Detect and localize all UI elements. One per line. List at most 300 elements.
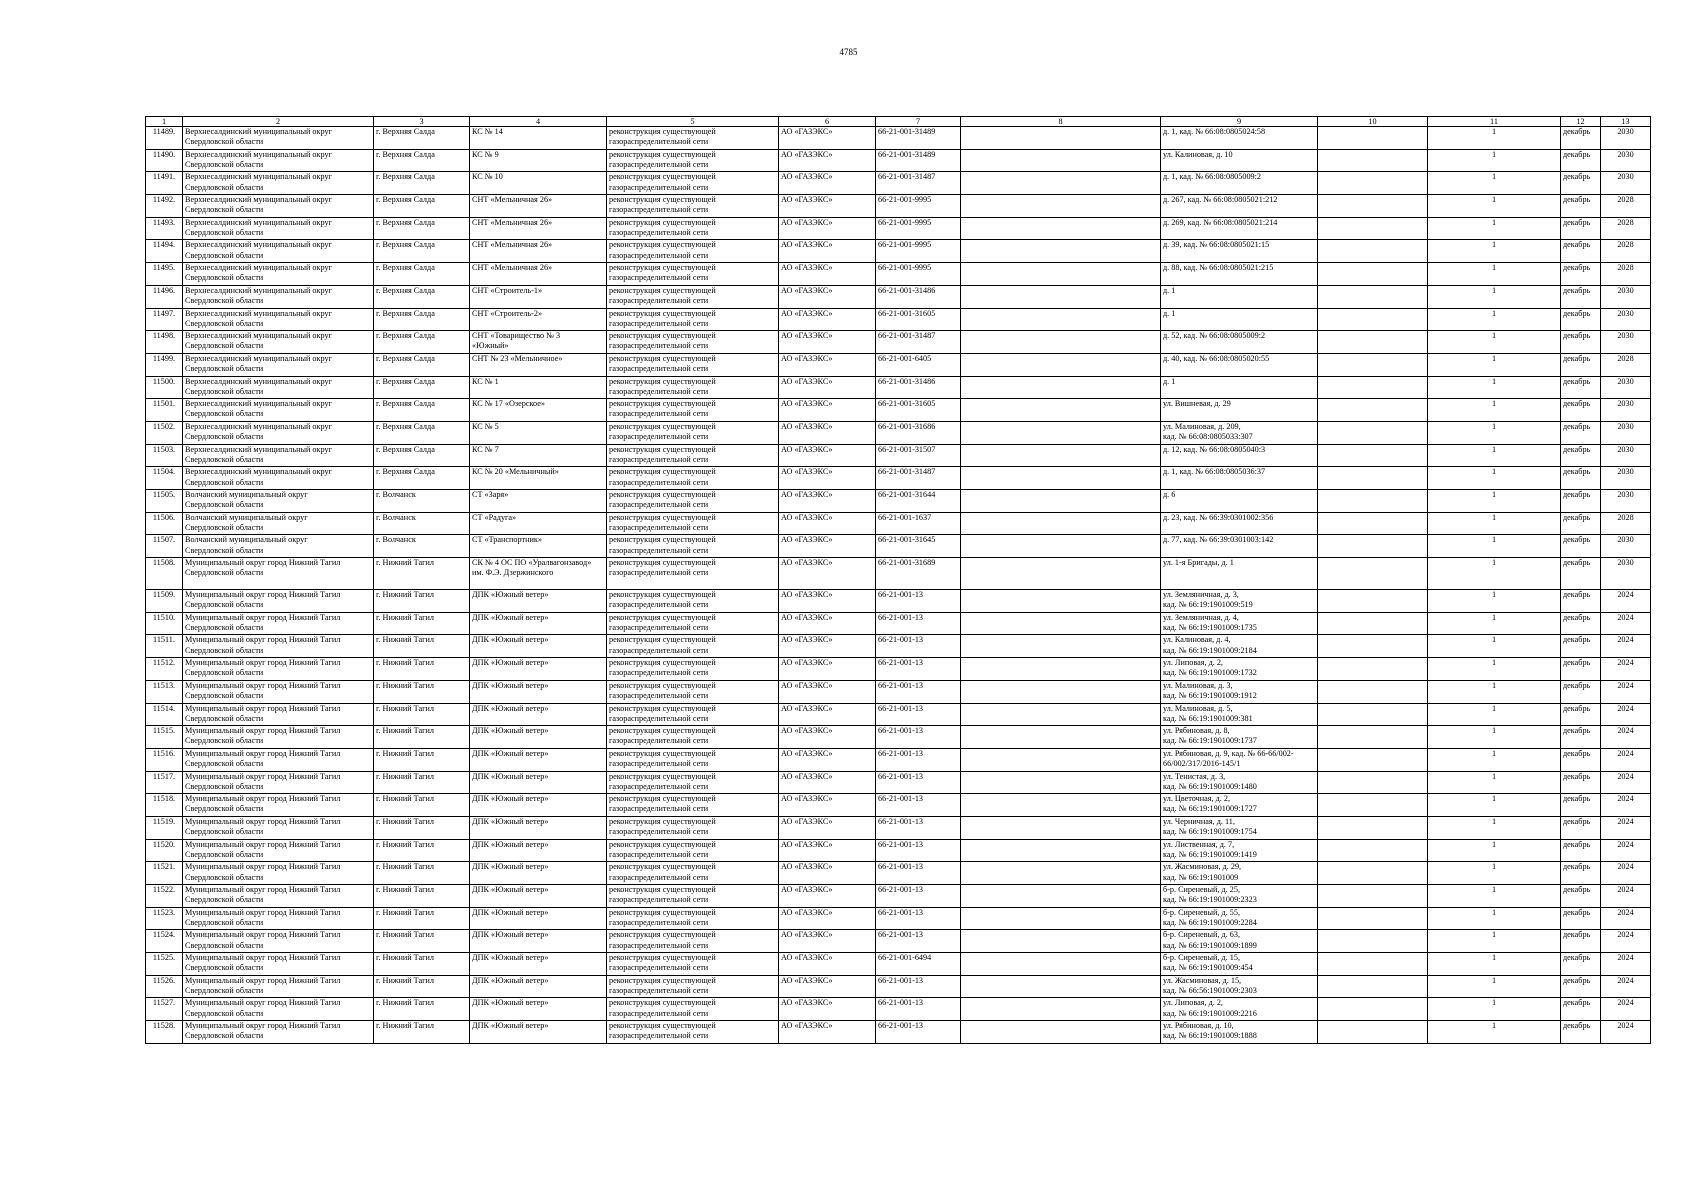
year-cell: 2028 <box>1601 353 1651 376</box>
registry-table <box>145 116 1651 1044</box>
year-cell: 2030 <box>1601 399 1651 422</box>
organization-cell: АО «ГАЗЭКС» <box>779 930 876 953</box>
column-header: 6 <box>779 117 876 127</box>
column-header: 11 <box>1428 117 1561 127</box>
address-cell: ул. Тенистая, д. 3, кад. № 66:19:1901009:1480 <box>1161 771 1318 794</box>
city-cell: г. Верхняя Салда <box>374 195 470 218</box>
year-cell: 2030 <box>1601 490 1651 513</box>
quantity-cell: 1 <box>1428 331 1561 354</box>
column-8-cell <box>961 149 1161 172</box>
address-cell: ул. Цветочная, д. 2, кад. № 66:19:1901009:1727 <box>1161 794 1318 817</box>
year-cell: 2024 <box>1601 1021 1651 1044</box>
city-cell: г. Верхняя Салда <box>374 217 470 240</box>
object-cell: СТ «Транспортник» <box>470 535 607 558</box>
organization-cell: АО «ГАЗЭКС» <box>779 353 876 376</box>
object-cell: ДПК «Южный ветер» <box>470 930 607 953</box>
code-cell: 66-21-001-13 <box>876 748 961 771</box>
year-cell: 2024 <box>1601 885 1651 908</box>
work-type-cell: реконструкция существующей газораспределительной сети <box>607 907 779 930</box>
column-8-cell <box>961 590 1161 613</box>
code-cell: 66-21-001-13 <box>876 816 961 839</box>
column-10-cell <box>1318 816 1428 839</box>
work-type-cell: реконструкция существующей газораспределительной сети <box>607 240 779 263</box>
quantity-cell: 1 <box>1428 998 1561 1021</box>
column-header: 10 <box>1318 117 1428 127</box>
year-cell: 2028 <box>1601 512 1651 535</box>
year-cell: 2030 <box>1601 331 1651 354</box>
quantity-cell: 1 <box>1428 376 1561 399</box>
year-cell: 2024 <box>1601 658 1651 681</box>
code-cell: 66-21-001-31489 <box>876 127 961 150</box>
organization-cell: АО «ГАЗЭКС» <box>779 195 876 218</box>
code-cell: 66-21-001-31689 <box>876 558 961 590</box>
district-cell: Муниципальный округ город Нижний Тагил Свердловской области <box>183 680 374 703</box>
city-cell: г. Верхняя Салда <box>374 399 470 422</box>
month-cell: декабрь <box>1561 885 1601 908</box>
month-cell: декабрь <box>1561 635 1601 658</box>
object-cell: СНТ «Строитель-1» <box>470 285 607 308</box>
city-cell: г. Нижний Тагил <box>374 794 470 817</box>
row-number-cell: 11513. <box>146 680 183 703</box>
year-cell: 2028 <box>1601 195 1651 218</box>
column-10-cell <box>1318 376 1428 399</box>
year-cell: 2030 <box>1601 149 1651 172</box>
organization-cell: АО «ГАЗЭКС» <box>779 975 876 998</box>
table-row <box>146 535 1651 558</box>
address-cell: д. 1 <box>1161 285 1318 308</box>
row-number-cell: 11509. <box>146 590 183 613</box>
object-cell: ДПК «Южный ветер» <box>470 612 607 635</box>
column-10-cell <box>1318 748 1428 771</box>
row-number-cell: 11516. <box>146 748 183 771</box>
work-type-cell: реконструкция существующей газораспределительной сети <box>607 590 779 613</box>
column-8-cell <box>961 195 1161 218</box>
column-10-cell <box>1318 490 1428 513</box>
work-type-cell: реконструкция существующей газораспределительной сети <box>607 816 779 839</box>
district-cell: Верхнесалдинский муниципальный округ Свердловской области <box>183 195 374 218</box>
quantity-cell: 1 <box>1428 490 1561 513</box>
month-cell: декабрь <box>1561 467 1601 490</box>
address-cell: д. 267, кад. № 66:08:0805021:212 <box>1161 195 1318 218</box>
object-cell: СНТ «Мельничная 26» <box>470 240 607 263</box>
column-10-cell <box>1318 953 1428 976</box>
quantity-cell: 1 <box>1428 308 1561 331</box>
column-10-cell <box>1318 975 1428 998</box>
month-cell: декабрь <box>1561 658 1601 681</box>
row-number-cell: 11512. <box>146 658 183 681</box>
year-cell: 2024 <box>1601 839 1651 862</box>
district-cell: Верхнесалдинский муниципальный округ Свердловской области <box>183 399 374 422</box>
year-cell: 2024 <box>1601 703 1651 726</box>
table-row <box>146 975 1651 998</box>
organization-cell: АО «ГАЗЭКС» <box>779 331 876 354</box>
address-cell: ул. Рябиновая, д. 10, кад. № 66:19:1901009:1888 <box>1161 1021 1318 1044</box>
object-cell: ДПК «Южный ветер» <box>470 953 607 976</box>
row-number-cell: 11528. <box>146 1021 183 1044</box>
column-10-cell <box>1318 794 1428 817</box>
city-cell: г. Нижний Тагил <box>374 907 470 930</box>
year-cell: 2030 <box>1601 127 1651 150</box>
column-8-cell <box>961 535 1161 558</box>
quantity-cell: 1 <box>1428 535 1561 558</box>
city-cell: г. Верхняя Салда <box>374 444 470 467</box>
address-cell: ул. Калиновая, д. 10 <box>1161 149 1318 172</box>
column-8-cell <box>961 975 1161 998</box>
organization-cell: АО «ГАЗЭКС» <box>779 172 876 195</box>
address-cell: д. 88, кад. № 66:08:0805021:215 <box>1161 263 1318 286</box>
month-cell: декабрь <box>1561 590 1601 613</box>
month-cell: декабрь <box>1561 953 1601 976</box>
work-type-cell: реконструкция существующей газораспределительной сети <box>607 862 779 885</box>
district-cell: Муниципальный округ город Нижний Тагил Свердловской области <box>183 771 374 794</box>
table-row <box>146 612 1651 635</box>
column-8-cell <box>961 748 1161 771</box>
quantity-cell: 1 <box>1428 1021 1561 1044</box>
code-cell: 66-21-001-13 <box>876 612 961 635</box>
month-cell: декабрь <box>1561 512 1601 535</box>
district-cell: Муниципальный округ город Нижний Тагил Свердловской области <box>183 816 374 839</box>
column-10-cell <box>1318 263 1428 286</box>
object-cell: КС № 14 <box>470 127 607 150</box>
column-10-cell <box>1318 240 1428 263</box>
month-cell: декабрь <box>1561 975 1601 998</box>
address-cell: ул. Черничная, д. 11, кад. № 66:19:1901009:1754 <box>1161 816 1318 839</box>
table-row <box>146 1021 1651 1044</box>
code-cell: 66-21-001-31486 <box>876 376 961 399</box>
address-cell: ул. Калиновая, д. 4, кад. № 66:19:1901009:2184 <box>1161 635 1318 658</box>
row-number-cell: 11518. <box>146 794 183 817</box>
code-cell: 66-21-001-31605 <box>876 308 961 331</box>
row-number-cell: 11521. <box>146 862 183 885</box>
month-cell: декабрь <box>1561 816 1601 839</box>
year-cell: 2024 <box>1601 862 1651 885</box>
district-cell: Верхнесалдинский муниципальный округ Свердловской области <box>183 240 374 263</box>
column-header: 7 <box>876 117 961 127</box>
work-type-cell: реконструкция существующей газораспределительной сети <box>607 726 779 749</box>
organization-cell: АО «ГАЗЭКС» <box>779 885 876 908</box>
organization-cell: АО «ГАЗЭКС» <box>779 444 876 467</box>
code-cell: 66-21-001-13 <box>876 975 961 998</box>
organization-cell: АО «ГАЗЭКС» <box>779 1021 876 1044</box>
column-10-cell <box>1318 331 1428 354</box>
organization-cell: АО «ГАЗЭКС» <box>779 308 876 331</box>
column-8-cell <box>961 353 1161 376</box>
city-cell: г. Верхняя Салда <box>374 467 470 490</box>
column-header: 1 <box>146 117 183 127</box>
column-10-cell <box>1318 590 1428 613</box>
row-number-cell: 11493. <box>146 217 183 240</box>
organization-cell: АО «ГАЗЭКС» <box>779 862 876 885</box>
column-8-cell <box>961 885 1161 908</box>
city-cell: г. Нижний Тагил <box>374 658 470 681</box>
month-cell: декабрь <box>1561 1021 1601 1044</box>
quantity-cell: 1 <box>1428 444 1561 467</box>
year-cell: 2024 <box>1601 816 1651 839</box>
city-cell: г. Нижний Тагил <box>374 998 470 1021</box>
district-cell: Муниципальный округ город Нижний Тагил Свердловской области <box>183 703 374 726</box>
table-body <box>146 127 1651 1044</box>
year-cell: 2024 <box>1601 748 1651 771</box>
month-cell: декабрь <box>1561 421 1601 444</box>
column-10-cell <box>1318 1021 1428 1044</box>
column-8-cell <box>961 444 1161 467</box>
table-row <box>146 590 1651 613</box>
quantity-cell: 1 <box>1428 953 1561 976</box>
city-cell: г. Нижний Тагил <box>374 680 470 703</box>
city-cell: г. Верхняя Салда <box>374 308 470 331</box>
work-type-cell: реконструкция существующей газораспределительной сети <box>607 930 779 953</box>
district-cell: Муниципальный округ город Нижний Тагил Свердловской области <box>183 907 374 930</box>
object-cell: СТ «Заря» <box>470 490 607 513</box>
quantity-cell: 1 <box>1428 771 1561 794</box>
organization-cell: АО «ГАЗЭКС» <box>779 467 876 490</box>
row-number-cell: 11523. <box>146 907 183 930</box>
quantity-cell: 1 <box>1428 353 1561 376</box>
work-type-cell: реконструкция существующей газораспределительной сети <box>607 444 779 467</box>
quantity-cell: 1 <box>1428 285 1561 308</box>
city-cell: г. Верхняя Салда <box>374 127 470 150</box>
code-cell: 66-21-001-6494 <box>876 953 961 976</box>
row-number-cell: 11500. <box>146 376 183 399</box>
code-cell: 66-21-001-31605 <box>876 399 961 422</box>
work-type-cell: реконструкция существующей газораспределительной сети <box>607 490 779 513</box>
year-cell: 2030 <box>1601 444 1651 467</box>
district-cell: Муниципальный округ город Нижний Тагил Свердловской области <box>183 726 374 749</box>
city-cell: г. Нижний Тагил <box>374 771 470 794</box>
object-cell: ДПК «Южный ветер» <box>470 590 607 613</box>
address-cell: б-р. Сиреневый, д. 63, кад. № 66:19:1901009:1899 <box>1161 930 1318 953</box>
code-cell: 66-21-001-13 <box>876 658 961 681</box>
organization-cell: АО «ГАЗЭКС» <box>779 907 876 930</box>
column-10-cell <box>1318 353 1428 376</box>
column-10-cell <box>1318 703 1428 726</box>
column-8-cell <box>961 127 1161 150</box>
object-cell: ДПК «Южный ветер» <box>470 885 607 908</box>
object-cell: ДПК «Южный ветер» <box>470 862 607 885</box>
address-cell: д. 1, кад. № 66:08:0805024:58 <box>1161 127 1318 150</box>
row-number-cell: 11504. <box>146 467 183 490</box>
row-number-cell: 11507. <box>146 535 183 558</box>
code-cell: 66-21-001-31644 <box>876 490 961 513</box>
address-cell: д. 12, кад. № 66:08:0805040:3 <box>1161 444 1318 467</box>
object-cell: ДПК «Южный ветер» <box>470 975 607 998</box>
address-cell: ул. Малиновая, д. 209, кад. № 66:08:0805033:307 <box>1161 421 1318 444</box>
row-number-cell: 11510. <box>146 612 183 635</box>
year-cell: 2024 <box>1601 998 1651 1021</box>
code-cell: 66-21-001-13 <box>876 1021 961 1044</box>
address-cell: ул. Рябиновая, д. 9, кад. № 66-66/002- 66/002/317/2016-145/1 <box>1161 748 1318 771</box>
year-cell: 2024 <box>1601 953 1651 976</box>
column-8-cell <box>961 217 1161 240</box>
column-8-cell <box>961 703 1161 726</box>
column-8-cell <box>961 376 1161 399</box>
city-cell: г. Волчанск <box>374 535 470 558</box>
district-cell: Муниципальный округ город Нижний Тагил Свердловской области <box>183 975 374 998</box>
object-cell: КС № 17 «Озерское» <box>470 399 607 422</box>
column-8-cell <box>961 467 1161 490</box>
row-number-cell: 11511. <box>146 635 183 658</box>
organization-cell: АО «ГАЗЭКС» <box>779 149 876 172</box>
code-cell: 66-21-001-13 <box>876 839 961 862</box>
column-10-cell <box>1318 172 1428 195</box>
object-cell: ДПК «Южный ветер» <box>470 658 607 681</box>
work-type-cell: реконструкция существующей газораспределительной сети <box>607 535 779 558</box>
city-cell: г. Волчанск <box>374 512 470 535</box>
table-row <box>146 885 1651 908</box>
month-cell: декабрь <box>1561 680 1601 703</box>
city-cell: г. Нижний Тагил <box>374 635 470 658</box>
work-type-cell: реконструкция существующей газораспределительной сети <box>607 285 779 308</box>
object-cell: СК № 4 ОС ПО «Уралвагонзавод» им. Ф.Э. Дзержинского <box>470 558 607 590</box>
work-type-cell: реконструкция существующей газораспределительной сети <box>607 635 779 658</box>
address-cell: д. 1, кад. № 66:08:0805009:2 <box>1161 172 1318 195</box>
organization-cell: АО «ГАЗЭКС» <box>779 794 876 817</box>
city-cell: г. Нижний Тагил <box>374 612 470 635</box>
column-8-cell <box>961 816 1161 839</box>
month-cell: декабрь <box>1561 195 1601 218</box>
work-type-cell: реконструкция существующей газораспределительной сети <box>607 195 779 218</box>
row-number-cell: 11492. <box>146 195 183 218</box>
work-type-cell: реконструкция существующей газораспределительной сети <box>607 998 779 1021</box>
organization-cell: АО «ГАЗЭКС» <box>779 748 876 771</box>
work-type-cell: реконструкция существующей газораспределительной сети <box>607 353 779 376</box>
column-8-cell <box>961 998 1161 1021</box>
quantity-cell: 1 <box>1428 658 1561 681</box>
code-cell: 66-21-001-9995 <box>876 217 961 240</box>
organization-cell: АО «ГАЗЭКС» <box>779 217 876 240</box>
district-cell: Муниципальный округ город Нижний Тагил Свердловской области <box>183 612 374 635</box>
column-8-cell <box>961 862 1161 885</box>
district-cell: Муниципальный округ город Нижний Тагил Свердловской области <box>183 998 374 1021</box>
row-number-cell: 11515. <box>146 726 183 749</box>
code-cell: 66-21-001-13 <box>876 862 961 885</box>
month-cell: декабрь <box>1561 263 1601 286</box>
column-8-cell <box>961 240 1161 263</box>
header-row <box>146 117 1651 127</box>
column-10-cell <box>1318 149 1428 172</box>
work-type-cell: реконструкция существующей газораспределительной сети <box>607 680 779 703</box>
district-cell: Муниципальный округ город Нижний Тагил Свердловской области <box>183 794 374 817</box>
column-10-cell <box>1318 535 1428 558</box>
quantity-cell: 1 <box>1428 172 1561 195</box>
year-cell: 2030 <box>1601 421 1651 444</box>
code-cell: 66-21-001-31487 <box>876 467 961 490</box>
work-type-cell: реконструкция существующей газораспределительной сети <box>607 331 779 354</box>
address-cell: ул. Малиновая, д. 5, кад. № 66:19:1901009:381 <box>1161 703 1318 726</box>
work-type-cell: реконструкция существующей газораспределительной сети <box>607 512 779 535</box>
organization-cell: АО «ГАЗЭКС» <box>779 816 876 839</box>
month-cell: декабрь <box>1561 172 1601 195</box>
work-type-cell: реконструкция существующей газораспределительной сети <box>607 748 779 771</box>
row-number-cell: 11522. <box>146 885 183 908</box>
address-cell: д. 52, кад. № 66:08:0805009:2 <box>1161 331 1318 354</box>
address-cell: д. 1, кад. № 66:08:0805036:37 <box>1161 467 1318 490</box>
city-cell: г. Волчанск <box>374 490 470 513</box>
district-cell: Верхнесалдинский муниципальный округ Свердловской области <box>183 308 374 331</box>
object-cell: КС № 7 <box>470 444 607 467</box>
object-cell: ДПК «Южный ветер» <box>470 839 607 862</box>
object-cell: СНТ № 23 «Мельничное» <box>470 353 607 376</box>
district-cell: Муниципальный округ город Нижний Тагил Свердловской области <box>183 839 374 862</box>
column-8-cell <box>961 1021 1161 1044</box>
row-number-cell: 11490. <box>146 149 183 172</box>
row-number-cell: 11494. <box>146 240 183 263</box>
table-row <box>146 353 1651 376</box>
organization-cell: АО «ГАЗЭКС» <box>779 399 876 422</box>
object-cell: ДПК «Южный ветер» <box>470 635 607 658</box>
column-10-cell <box>1318 308 1428 331</box>
column-10-cell <box>1318 444 1428 467</box>
row-number-cell: 11502. <box>146 421 183 444</box>
quantity-cell: 1 <box>1428 794 1561 817</box>
object-cell: КС № 5 <box>470 421 607 444</box>
organization-cell: АО «ГАЗЭКС» <box>779 726 876 749</box>
column-10-cell <box>1318 680 1428 703</box>
district-cell: Верхнесалдинский муниципальный округ Свердловской области <box>183 353 374 376</box>
year-cell: 2024 <box>1601 771 1651 794</box>
district-cell: Верхнесалдинский муниципальный округ Свердловской области <box>183 127 374 150</box>
organization-cell: АО «ГАЗЭКС» <box>779 612 876 635</box>
organization-cell: АО «ГАЗЭКС» <box>779 558 876 590</box>
code-cell: 66-21-001-9995 <box>876 195 961 218</box>
district-cell: Верхнесалдинский муниципальный округ Свердловской области <box>183 172 374 195</box>
code-cell: 66-21-001-9995 <box>876 263 961 286</box>
table-row <box>146 930 1651 953</box>
city-cell: г. Верхняя Салда <box>374 263 470 286</box>
column-10-cell <box>1318 285 1428 308</box>
month-cell: декабрь <box>1561 703 1601 726</box>
table-row <box>146 558 1651 590</box>
year-cell: 2030 <box>1601 285 1651 308</box>
table-row <box>146 816 1651 839</box>
row-number-cell: 11503. <box>146 444 183 467</box>
month-cell: декабрь <box>1561 771 1601 794</box>
city-cell: г. Верхняя Салда <box>374 331 470 354</box>
year-cell: 2030 <box>1601 467 1651 490</box>
object-cell: КС № 1 <box>470 376 607 399</box>
quantity-cell: 1 <box>1428 839 1561 862</box>
quantity-cell: 1 <box>1428 590 1561 613</box>
address-cell: ул. Липовая, д. 2, кад. № 66:19:1901009:1732 <box>1161 658 1318 681</box>
quantity-cell: 1 <box>1428 399 1561 422</box>
column-10-cell <box>1318 885 1428 908</box>
column-header: 5 <box>607 117 779 127</box>
organization-cell: АО «ГАЗЭКС» <box>779 490 876 513</box>
table-row <box>146 240 1651 263</box>
object-cell: СНТ «Товарищество № 3 «Южный» <box>470 331 607 354</box>
column-header: 13 <box>1601 117 1651 127</box>
table-row <box>146 703 1651 726</box>
row-number-cell: 11497. <box>146 308 183 331</box>
column-8-cell <box>961 930 1161 953</box>
row-number-cell: 11526. <box>146 975 183 998</box>
column-8-cell <box>961 726 1161 749</box>
column-header: 9 <box>1161 117 1318 127</box>
address-cell: д. 77, кад. № 66:39:0301003:142 <box>1161 535 1318 558</box>
district-cell: Муниципальный округ город Нижний Тагил Свердловской области <box>183 748 374 771</box>
column-10-cell <box>1318 127 1428 150</box>
object-cell: ДПК «Южный ветер» <box>470 703 607 726</box>
column-8-cell <box>961 680 1161 703</box>
column-10-cell <box>1318 771 1428 794</box>
table-row <box>146 308 1651 331</box>
row-number-cell: 11527. <box>146 998 183 1021</box>
column-8-cell <box>961 399 1161 422</box>
city-cell: г. Нижний Тагил <box>374 862 470 885</box>
column-10-cell <box>1318 658 1428 681</box>
year-cell: 2024 <box>1601 590 1651 613</box>
column-header: 2 <box>183 117 374 127</box>
